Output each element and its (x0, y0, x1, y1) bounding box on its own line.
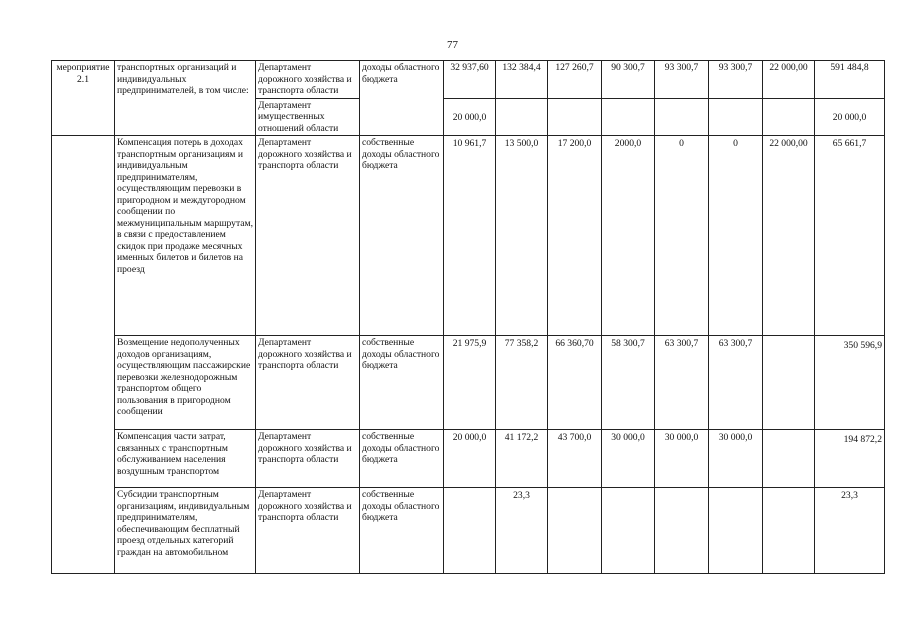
value-cell: 90 300,7 (602, 61, 655, 99)
table-row (52, 488, 885, 574)
table-row (52, 336, 885, 430)
value-cell (496, 98, 548, 136)
row-description: транспортных организаций и индивидуальных предпринимателей, в том числе: (115, 61, 256, 136)
funding-source: доходы областного бюджета (360, 61, 444, 136)
total-cell: 350 596,9 (815, 336, 885, 430)
value-cell: 43 700,0 (548, 430, 602, 488)
value-cell: 30 000,0 (602, 430, 655, 488)
value-cell (548, 98, 602, 136)
activity-continuation (52, 136, 115, 574)
table-row (52, 136, 885, 336)
value-cell: 23,3 (496, 488, 548, 574)
value-cell (548, 488, 602, 574)
total-cell: 20 000,0 (815, 98, 885, 136)
department-cell: Департамент дорожного хозяйства и транспорта области (256, 336, 360, 430)
value-cell: 20 000,0 (444, 98, 496, 136)
value-cell: 41 172,2 (496, 430, 548, 488)
funding-source: собственные доходы областного бюджета (360, 336, 444, 430)
value-cell (709, 98, 763, 136)
value-cell (763, 430, 815, 488)
value-cell (709, 488, 763, 574)
value-cell: 2000,0 (602, 136, 655, 336)
value-cell: 13 500,0 (496, 136, 548, 336)
funding-source: собственные доходы областного бюджета (360, 136, 444, 336)
value-cell: 0 (655, 136, 709, 336)
row-description: Компенсация потерь в доходах транспортным организациям и индивидуальным предпринимателям, осуществляющим перевозки в пригородном и междугородном сообщении по межмуниципальным маршрутам, в связи с предоставлением скидок при продаже месячных именных билетов и билетов на проезд (115, 136, 256, 336)
table-row (52, 61, 885, 99)
department-cell: Департамент дорожного хозяйства и транспорта области (256, 488, 360, 574)
value-cell: 22 000,00 (763, 61, 815, 99)
value-cell: 10 961,7 (444, 136, 496, 336)
value-cell: 21 975,9 (444, 336, 496, 430)
value-cell: 58 300,7 (602, 336, 655, 430)
value-cell (602, 98, 655, 136)
total-cell: 194 872,2 (815, 430, 885, 488)
row-description: Возмещение недополученных доходов организациям, осуществляющим пассажирские перевозки железнодорожным транспортом общего пользования в пригородном сообщении (115, 336, 256, 430)
value-cell: 32 937,60 (444, 61, 496, 99)
activity-label: мероприятие 2.1 (52, 61, 115, 136)
total-cell: 23,3 (815, 488, 885, 574)
department-cell: Департамент дорожного хозяйства и транспорта области (256, 430, 360, 488)
value-cell: 20 000,0 (444, 430, 496, 488)
value-cell: 30 000,0 (709, 430, 763, 488)
value-cell (655, 488, 709, 574)
value-cell: 30 000,0 (655, 430, 709, 488)
value-cell: 127 260,7 (548, 61, 602, 99)
value-cell (763, 336, 815, 430)
value-cell (655, 98, 709, 136)
page-number: 77 (447, 39, 458, 51)
value-cell: 93 300,7 (655, 61, 709, 99)
value-cell: 22 000,00 (763, 136, 815, 336)
department-cell: Департамент имущественных отношений области (256, 98, 360, 136)
value-cell: 17 200,0 (548, 136, 602, 336)
value-cell: 77 358,2 (496, 336, 548, 430)
value-cell (444, 488, 496, 574)
value-cell: 63 300,7 (655, 336, 709, 430)
funding-source: собственные доходы областного бюджета (360, 430, 444, 488)
funding-source: собственные доходы областного бюджета (360, 488, 444, 574)
value-cell: 0 (709, 136, 763, 336)
value-cell (763, 488, 815, 574)
value-cell: 93 300,7 (709, 61, 763, 99)
value-cell (602, 488, 655, 574)
table-row (52, 430, 885, 488)
row-description: Субсидии транспортным организациям, индивидуальным предпринимателям, обеспечивающим бесплатный проезд отдельных категорий граждан на автомобильном (115, 488, 256, 574)
department-cell: Департамент дорожного хозяйства и транспорта области (256, 61, 360, 99)
value-cell (763, 98, 815, 136)
row-description: Компенсация части затрат, связанных с транспортным обслуживанием населения воздушным транспортом (115, 430, 256, 488)
value-cell: 63 300,7 (709, 336, 763, 430)
value-cell: 66 360,70 (548, 336, 602, 430)
total-cell: 591 484,8 (815, 61, 885, 99)
total-cell: 65 661,7 (815, 136, 885, 336)
value-cell: 132 384,4 (496, 61, 548, 99)
budget-table (51, 60, 885, 574)
department-cell: Департамент дорожного хозяйства и транспорта области (256, 136, 360, 336)
